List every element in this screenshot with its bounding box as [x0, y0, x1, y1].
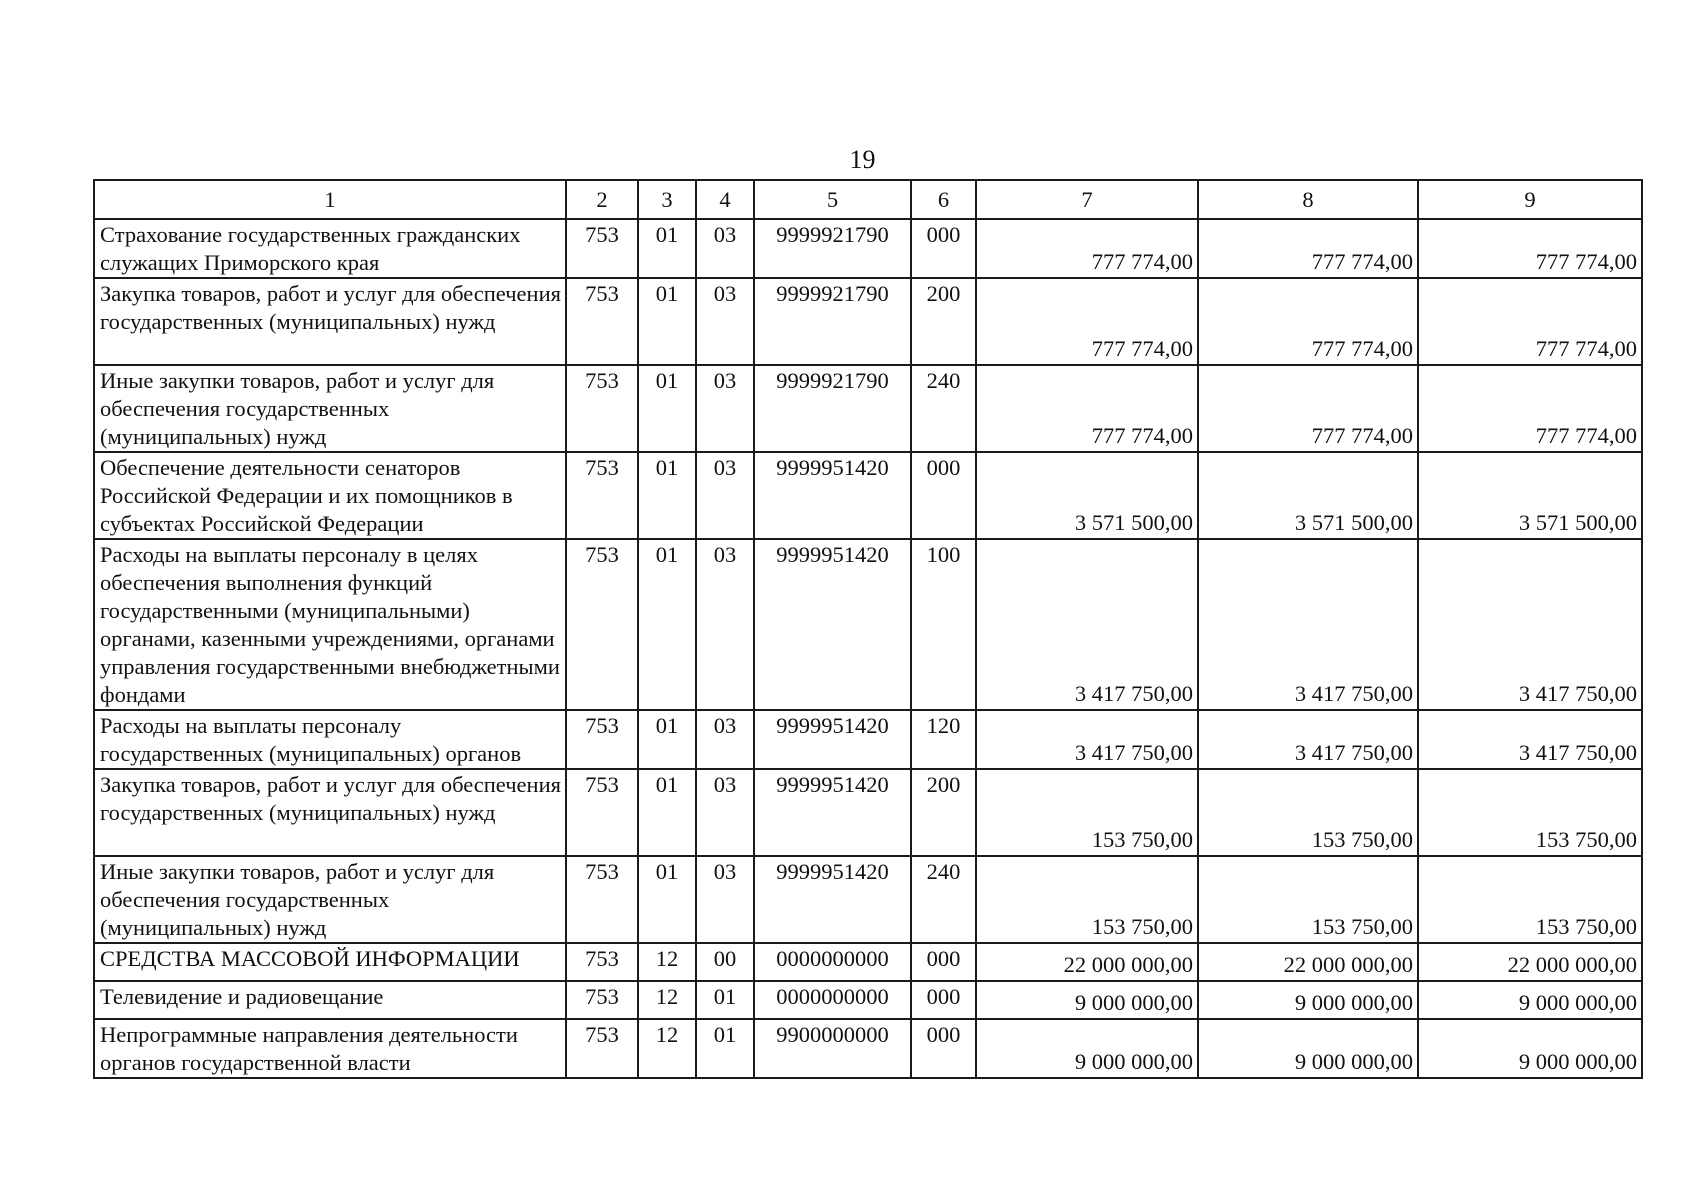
amount-year-1: 3 417 750,00 [976, 710, 1198, 769]
amount-year-1: 22 000 000,00 [976, 943, 1198, 981]
expense-type-code: 000 [911, 452, 976, 539]
target-article-code: 9999921790 [754, 278, 911, 365]
amount-year-3: 22 000 000,00 [1418, 943, 1642, 981]
amount-year-2: 153 750,00 [1198, 856, 1418, 943]
subsection-code: 03 [696, 365, 754, 452]
target-article-code: 9999921790 [754, 219, 911, 278]
row-name: Иные закупки товаров, работ и услуг для обеспечения государственных (муниципальных) нужд [94, 365, 566, 452]
subsection-code: 03 [696, 769, 754, 856]
section-code: 01 [638, 710, 696, 769]
grbs-code: 753 [566, 856, 638, 943]
section-code: 01 [638, 452, 696, 539]
expense-type-code: 000 [911, 943, 976, 981]
table-row [94, 539, 1642, 710]
table-row [94, 278, 1642, 365]
amount-year-2: 22 000 000,00 [1198, 943, 1418, 981]
amount-year-2: 777 774,00 [1198, 219, 1418, 278]
table-row [94, 856, 1642, 943]
target-article-code: 9999951420 [754, 539, 911, 710]
amount-year-3: 3 417 750,00 [1418, 710, 1642, 769]
amount-year-3: 777 774,00 [1418, 278, 1642, 365]
subsection-code: 03 [696, 452, 754, 539]
grbs-code: 753 [566, 769, 638, 856]
subsection-code: 01 [696, 981, 754, 1019]
amount-year-1: 9 000 000,00 [976, 1019, 1198, 1078]
row-name: Закупка товаров, работ и услуг для обеспечения государственных (муниципальных) нужд [94, 278, 566, 365]
amount-year-3: 777 774,00 [1418, 365, 1642, 452]
row-name: Расходы на выплаты персоналу в целях обеспечения выполнения функций государственными (муниципальными) органами, казенными учреждениями, органами управления государственными внебюджетными фондами [94, 539, 566, 710]
grbs-code: 753 [566, 981, 638, 1019]
amount-year-3: 9 000 000,00 [1418, 1019, 1642, 1078]
column-header: 3 [638, 180, 696, 219]
table-row [94, 365, 1642, 452]
row-name: Иные закупки товаров, работ и услуг для обеспечения государственных (муниципальных) нужд [94, 856, 566, 943]
expense-type-code: 200 [911, 769, 976, 856]
target-article-code: 0000000000 [754, 943, 911, 981]
subsection-code: 03 [696, 539, 754, 710]
column-header: 6 [911, 180, 976, 219]
expense-type-code: 000 [911, 219, 976, 278]
row-name: Страхование государственных гражданских служащих Приморского края [94, 219, 566, 278]
amount-year-3: 3 417 750,00 [1418, 539, 1642, 710]
section-code: 01 [638, 539, 696, 710]
grbs-code: 753 [566, 365, 638, 452]
grbs-code: 753 [566, 943, 638, 981]
subsection-code: 03 [696, 856, 754, 943]
section-code: 12 [638, 1019, 696, 1078]
section-code: 01 [638, 856, 696, 943]
column-header: 7 [976, 180, 1198, 219]
expense-type-code: 000 [911, 981, 976, 1019]
target-article-code: 9999951420 [754, 769, 911, 856]
grbs-code: 753 [566, 278, 638, 365]
section-code: 01 [638, 769, 696, 856]
amount-year-1: 153 750,00 [976, 856, 1198, 943]
table-row [94, 710, 1642, 769]
amount-year-2: 777 774,00 [1198, 365, 1418, 452]
subsection-code: 03 [696, 278, 754, 365]
expense-type-code: 200 [911, 278, 976, 365]
amount-year-3: 153 750,00 [1418, 769, 1642, 856]
table-row [94, 219, 1642, 278]
amount-year-2: 3 417 750,00 [1198, 539, 1418, 710]
column-header: 8 [1198, 180, 1418, 219]
page-number: 19 [849, 145, 876, 174]
amount-year-3: 3 571 500,00 [1418, 452, 1642, 539]
target-article-code: 9900000000 [754, 1019, 911, 1078]
amount-year-1: 153 750,00 [976, 769, 1198, 856]
section-code: 01 [638, 219, 696, 278]
subsection-code: 01 [696, 1019, 754, 1078]
section-code: 01 [638, 278, 696, 365]
column-header: 4 [696, 180, 754, 219]
amount-year-2: 9 000 000,00 [1198, 981, 1418, 1019]
table-row [94, 1019, 1642, 1078]
section-code: 01 [638, 365, 696, 452]
column-header: 2 [566, 180, 638, 219]
subsection-code: 03 [696, 710, 754, 769]
table-row [94, 769, 1642, 856]
expense-type-code: 240 [911, 365, 976, 452]
row-name: Расходы на выплаты персоналу государственных (муниципальных) органов [94, 710, 566, 769]
table-header-row [94, 180, 1642, 219]
grbs-code: 753 [566, 219, 638, 278]
table-row [94, 452, 1642, 539]
section-code: 12 [638, 981, 696, 1019]
target-article-code: 0000000000 [754, 981, 911, 1019]
expense-type-code: 000 [911, 1019, 976, 1078]
section-code: 12 [638, 943, 696, 981]
row-name: Обеспечение деятельности сенаторов Российской Федерации и их помощников в субъектах Российской Федерации [94, 452, 566, 539]
target-article-code: 9999951420 [754, 452, 911, 539]
amount-year-1: 777 774,00 [976, 365, 1198, 452]
expense-type-code: 100 [911, 539, 976, 710]
column-header: 5 [754, 180, 911, 219]
amount-year-1: 777 774,00 [976, 219, 1198, 278]
amount-year-2: 777 774,00 [1198, 278, 1418, 365]
column-header: 1 [94, 180, 566, 219]
amount-year-2: 9 000 000,00 [1198, 1019, 1418, 1078]
amount-year-1: 3 571 500,00 [976, 452, 1198, 539]
subsection-code: 00 [696, 943, 754, 981]
grbs-code: 753 [566, 452, 638, 539]
grbs-code: 753 [566, 539, 638, 710]
amount-year-1: 777 774,00 [976, 278, 1198, 365]
grbs-code: 753 [566, 1019, 638, 1078]
amount-year-3: 153 750,00 [1418, 856, 1642, 943]
amount-year-1: 3 417 750,00 [976, 539, 1198, 710]
target-article-code: 9999951420 [754, 856, 911, 943]
column-header: 9 [1418, 180, 1642, 219]
row-name: Телевидение и радиовещание [94, 981, 566, 1019]
budget-table [93, 179, 1643, 1079]
expense-type-code: 240 [911, 856, 976, 943]
amount-year-3: 777 774,00 [1418, 219, 1642, 278]
row-name: Непрограммные направления деятельности органов государственной власти [94, 1019, 566, 1078]
target-article-code: 9999951420 [754, 710, 911, 769]
amount-year-2: 153 750,00 [1198, 769, 1418, 856]
table-row [94, 943, 1642, 981]
row-name: СРЕДСТВА МАССОВОЙ ИНФОРМАЦИИ [94, 943, 566, 981]
subsection-code: 03 [696, 219, 754, 278]
table-row [94, 981, 1642, 1019]
row-name: Закупка товаров, работ и услуг для обеспечения государственных (муниципальных) нужд [94, 769, 566, 856]
amount-year-2: 3 417 750,00 [1198, 710, 1418, 769]
amount-year-3: 9 000 000,00 [1418, 981, 1642, 1019]
grbs-code: 753 [566, 710, 638, 769]
amount-year-1: 9 000 000,00 [976, 981, 1198, 1019]
amount-year-2: 3 571 500,00 [1198, 452, 1418, 539]
target-article-code: 9999921790 [754, 365, 911, 452]
expense-type-code: 120 [911, 710, 976, 769]
